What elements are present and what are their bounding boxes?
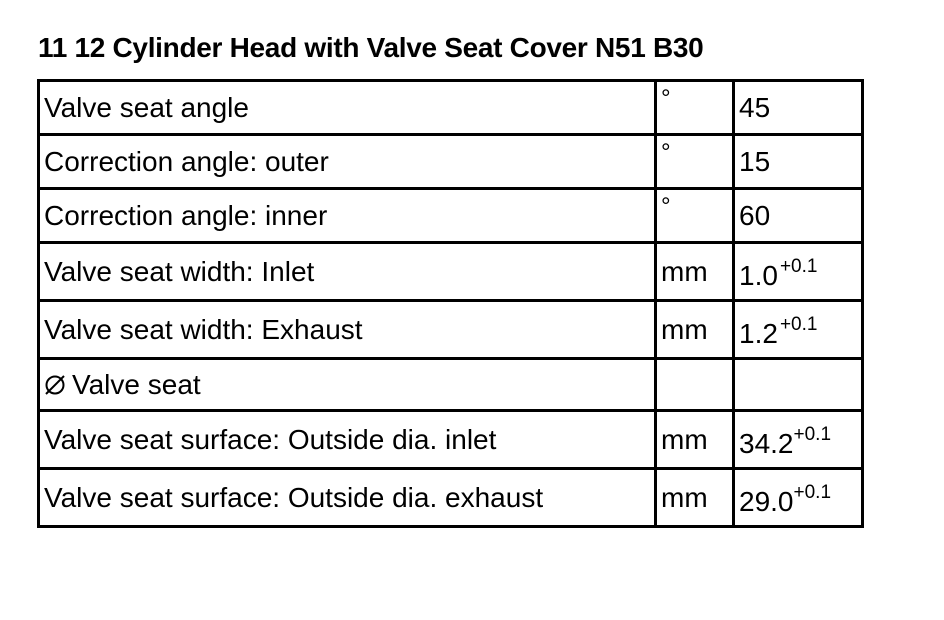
table-row (39, 243, 863, 301)
row-label: Valve seat surface: Outside dia. inlet (39, 411, 656, 469)
row-value: 45 (734, 81, 863, 135)
table-row (39, 301, 863, 359)
row-value-cell (734, 469, 863, 527)
spec-table (37, 79, 864, 528)
row-unit: ° (656, 189, 734, 243)
row-value: 34.2 (739, 427, 794, 459)
table-row (39, 359, 863, 411)
row-unit: ° (656, 81, 734, 135)
row-value: 15 (734, 135, 863, 189)
table-row (39, 469, 863, 527)
table-row (39, 135, 863, 189)
row-value-cell (734, 301, 863, 359)
row-value: 29.0 (739, 485, 794, 517)
table-row (39, 81, 863, 135)
row-tolerance: +0.1 (793, 481, 832, 503)
row-label: Valve seat width: Inlet (39, 243, 656, 301)
page-title: 11 12 Cylinder Head with Valve Seat Cover N51 B30 (38, 32, 704, 63)
table-row (39, 189, 863, 243)
row-value: 1.2 (739, 317, 778, 349)
row-label: Valve seat width: Exhaust (39, 301, 656, 359)
row-label: Correction angle: outer (39, 135, 656, 189)
row-label-cell (39, 359, 656, 411)
row-unit: mm (656, 301, 734, 359)
row-value-cell (734, 243, 863, 301)
row-value: 60 (734, 189, 863, 243)
table-row (39, 411, 863, 469)
diameter-icon (44, 374, 66, 396)
row-label: Valve seat surface: Outside dia. exhaust (39, 469, 656, 527)
row-label: Correction angle: inner (39, 189, 656, 243)
row-unit (656, 359, 734, 411)
row-tolerance: +0.1 (779, 313, 818, 335)
row-unit: ° (656, 135, 734, 189)
row-value: 1.0 (739, 259, 778, 291)
row-unit: mm (656, 243, 734, 301)
row-tolerance: +0.1 (779, 255, 818, 277)
row-unit: mm (656, 469, 734, 527)
row-unit: mm (656, 411, 734, 469)
row-label: Valve seat (72, 368, 201, 400)
row-value-cell (734, 411, 863, 469)
row-value (734, 359, 863, 411)
row-tolerance: +0.1 (793, 423, 832, 445)
row-label: Valve seat angle (39, 81, 656, 135)
